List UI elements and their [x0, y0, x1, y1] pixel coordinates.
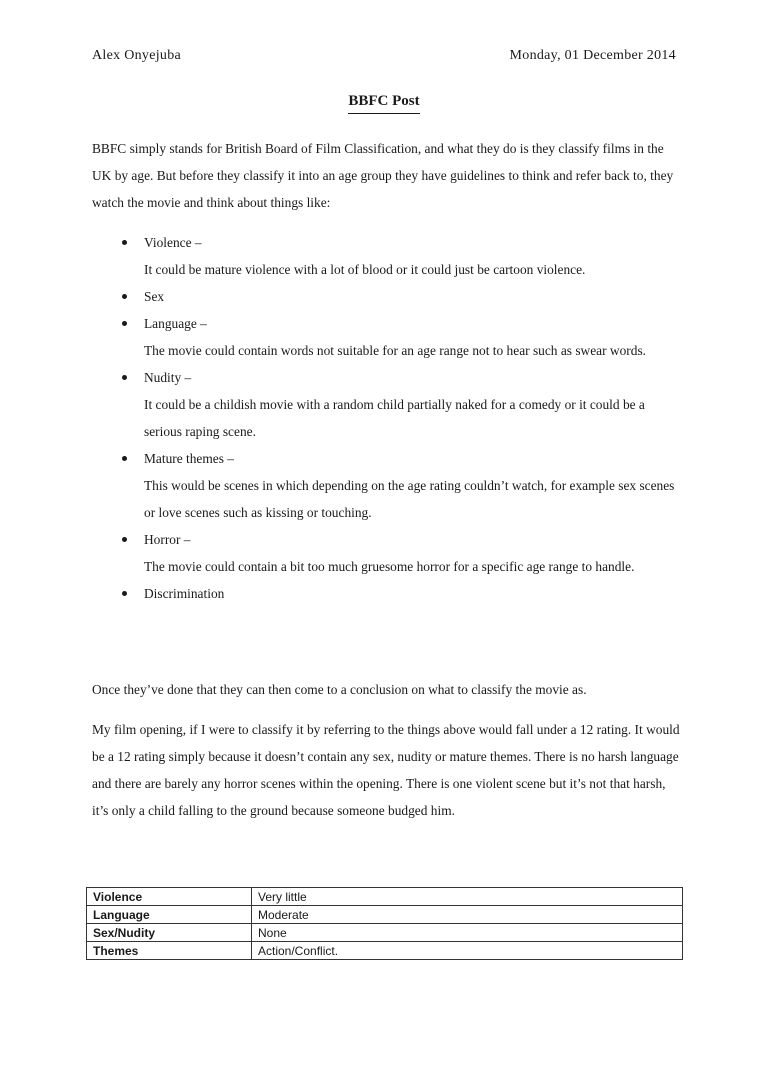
film-rating-paragraph: My film opening, if I were to classify it by referring to the things above would fall under a 12 rating. It would be a 12 rating simply because it doesn’t contain any sex, nudity or mature themes. There is no harsh language and there are barely any horror scenes within the opening. There is one violent scene but it’s not that harsh, it’s only a child falling to the ground because someone budged him.	[92, 722, 680, 818]
table-row	[87, 888, 683, 906]
list-item-heading: Language –	[144, 316, 207, 331]
table-value-cell: Action/Conflict.	[252, 942, 683, 960]
list-item-heading: Sex	[144, 289, 165, 304]
table-value-cell: Moderate	[252, 906, 683, 924]
table-label-cell: Violence	[87, 888, 252, 906]
rating-table	[86, 887, 683, 960]
list-item-heading: Mature themes –	[144, 451, 234, 466]
list-item-description: This would be scenes in which depending on the age rating couldn’t watch, for example sex scenes or love scenes such as kissing or touching.	[144, 478, 675, 520]
list-item	[92, 310, 682, 364]
author-name: Alex Onyejuba	[92, 48, 182, 63]
list-item-heading: Violence –	[144, 235, 202, 250]
list-item	[92, 229, 682, 283]
bullet-icon	[122, 240, 127, 245]
list-item-description: The movie could contain a bit too much gruesome horror for a specific age range to handle.	[144, 559, 635, 574]
list-item-description: The movie could contain words not suitable for an age range not to hear such as swear words.	[144, 343, 646, 358]
list-item	[92, 283, 682, 310]
list-item-heading: Horror –	[144, 532, 191, 547]
bullet-icon	[122, 591, 127, 596]
bullet-icon	[122, 456, 127, 461]
guideline-list	[92, 229, 682, 607]
list-item-heading: Discrimination	[144, 586, 225, 601]
list-item-description: It could be a childish movie with a random child partially naked for a comedy or it could be a serious raping scene.	[144, 397, 645, 439]
table-value-cell: Very little	[252, 888, 683, 906]
table-row	[87, 924, 683, 942]
table-row	[87, 906, 683, 924]
bullet-icon	[122, 537, 127, 542]
table-label-cell: Language	[87, 906, 252, 924]
page-title-block	[0, 93, 768, 110]
table-label-cell: Themes	[87, 942, 252, 960]
intro-paragraph: BBFC simply stands for British Board of Film Classification, and what they do is they classify films in the UK by age. But before they classify it into an age group they have guidelines to think and refer back to, they watch the movie and think about things like:	[92, 141, 674, 210]
bullet-icon	[122, 375, 127, 380]
page-title: BBFC Post	[348, 93, 419, 114]
list-item	[92, 445, 682, 526]
table-label-cell: Sex/Nudity	[87, 924, 252, 942]
list-item-heading: Nudity –	[144, 370, 192, 385]
list-item-description: It could be mature violence with a lot of blood or it could just be cartoon violence.	[144, 262, 586, 277]
conclusion-paragraph: Once they’ve done that they can then come to a conclusion on what to classify the movie as.	[92, 682, 587, 697]
bullet-icon	[122, 321, 127, 326]
table-value-cell: None	[252, 924, 683, 942]
list-item	[92, 526, 682, 580]
page-header	[92, 48, 676, 68]
list-item	[92, 580, 682, 607]
list-item	[92, 364, 682, 445]
table-row	[87, 942, 683, 960]
bullet-icon	[122, 294, 127, 299]
document-date: Monday, 01 December 2014	[509, 48, 676, 63]
